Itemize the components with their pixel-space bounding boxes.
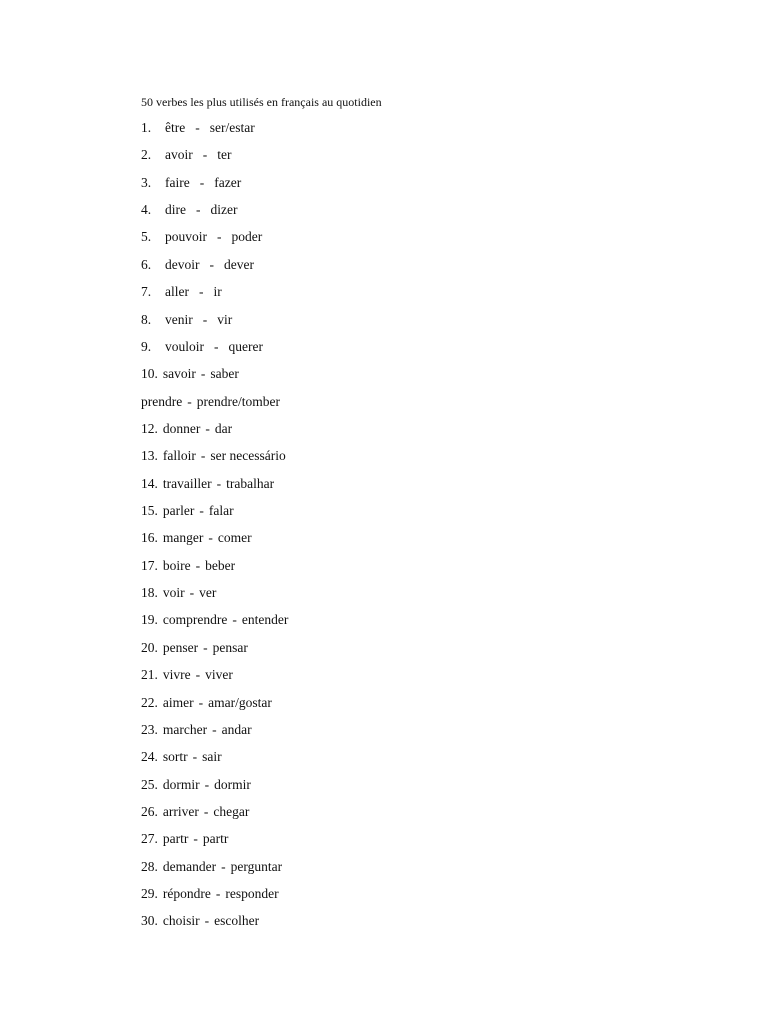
list-item <box>141 612 701 639</box>
translation: dizer <box>210 202 238 218</box>
translation: ser/estar <box>209 120 255 135</box>
separator-dash: - <box>195 557 201 573</box>
translation: viver <box>205 667 233 683</box>
separator-dash: - <box>195 120 200 135</box>
item-number: 23. <box>141 721 158 737</box>
french-verb: dormir <box>162 776 200 792</box>
list-item <box>141 120 701 147</box>
translation: trabalhar <box>226 475 275 491</box>
french-verb: demander <box>162 858 217 874</box>
translation: comer <box>217 530 252 546</box>
separator-dash: - <box>204 776 210 792</box>
separator-dash: - <box>198 284 204 300</box>
french-verb: falloir <box>162 448 196 464</box>
translation: dar <box>214 420 233 436</box>
item-number: 1. <box>141 120 152 135</box>
separator-dash: - <box>215 886 221 902</box>
separator-dash: - <box>204 913 210 929</box>
translation: querer <box>228 338 263 354</box>
item-number: 19. <box>141 612 158 628</box>
translation: beber <box>205 557 236 573</box>
separator-dash: - <box>192 749 198 765</box>
french-verb: venir <box>165 311 193 327</box>
item-number: 8. <box>141 311 152 327</box>
list-item <box>141 886 701 913</box>
translation: ser necessário <box>210 448 286 464</box>
list-item <box>141 530 701 557</box>
french-verb: voir <box>162 585 185 601</box>
separator-dash: - <box>198 694 204 710</box>
list-item <box>141 503 701 530</box>
item-number: 25. <box>141 776 158 792</box>
separator-dash: - <box>199 503 204 519</box>
french-verb: parler <box>162 503 195 519</box>
french-verb: pouvoir <box>165 229 207 245</box>
separator-dash: - <box>202 311 208 327</box>
list-item <box>141 749 701 776</box>
translation: ver <box>199 585 217 601</box>
separator-dash: - <box>203 639 208 655</box>
item-number: 27. <box>141 831 158 847</box>
item-number: 16. <box>141 530 158 546</box>
french-verb: vivre <box>162 667 191 683</box>
translation: falar <box>208 503 234 519</box>
list-item <box>141 284 701 311</box>
french-verb: travailler <box>162 475 212 491</box>
french-verb: aimer <box>162 694 194 710</box>
french-verb: faire <box>165 174 190 190</box>
translation: vir <box>217 311 233 327</box>
translation: responder <box>225 886 279 902</box>
separator-dash: - <box>221 858 226 874</box>
item-number: 5. <box>141 229 152 245</box>
item-number: 6. <box>141 256 152 272</box>
list-item <box>141 202 701 229</box>
translation: partr <box>202 831 229 847</box>
translation: perguntar <box>230 858 283 874</box>
item-number: 15. <box>141 503 158 519</box>
french-verb: aller <box>165 284 189 300</box>
french-verb: boire <box>162 557 191 573</box>
item-number: 9. <box>141 338 152 354</box>
separator-dash: - <box>232 612 237 628</box>
french-verb: sortr <box>162 749 188 765</box>
list-item <box>141 558 701 585</box>
item-number: 2. <box>141 147 152 163</box>
item-number: 12. <box>141 420 158 436</box>
list-item <box>141 640 701 667</box>
french-verb: marcher <box>162 721 208 737</box>
translation: amar/gostar <box>208 694 272 710</box>
item-number: 20. <box>141 639 158 655</box>
separator-dash: - <box>199 174 205 190</box>
french-verb: être <box>165 120 186 135</box>
item-number: 28. <box>141 858 158 874</box>
list-item <box>141 722 701 749</box>
translation: andar <box>221 721 252 737</box>
french-verb: choisir <box>162 913 200 929</box>
item-number: 21. <box>141 667 158 683</box>
french-verb: dire <box>165 202 186 218</box>
item-number: 24. <box>141 749 158 765</box>
separator-dash: - <box>189 585 195 601</box>
translation: ir <box>213 284 222 300</box>
list-item <box>141 229 701 256</box>
separator-dash: - <box>195 667 201 683</box>
french-verb: donner <box>162 420 201 436</box>
list-item <box>141 339 701 366</box>
list-item <box>141 394 701 421</box>
french-verb: manger <box>162 530 204 546</box>
translation: pensar <box>212 639 248 655</box>
item-number: 17. <box>141 557 158 573</box>
translation: dever <box>224 256 254 272</box>
translation: entender <box>241 612 289 628</box>
separator-dash: - <box>202 147 208 163</box>
list-item <box>141 859 701 886</box>
translation: dormir <box>214 776 251 792</box>
separator-dash: - <box>205 420 210 436</box>
separator-dash: - <box>203 803 209 819</box>
list-item <box>141 913 701 940</box>
list-item <box>141 804 701 831</box>
separator-dash: - <box>208 530 213 546</box>
item-number: 7. <box>141 284 152 300</box>
list-item <box>141 312 701 339</box>
separator-dash: - <box>200 366 206 382</box>
translation: saber <box>210 366 239 382</box>
item-number: 13. <box>141 448 158 464</box>
french-verb: partr <box>162 831 189 847</box>
list-item <box>141 695 701 722</box>
translation: sair <box>202 749 222 765</box>
list-item <box>141 257 701 284</box>
french-verb: avoir <box>165 147 193 163</box>
translation: chegar <box>213 803 250 819</box>
list-item <box>141 147 701 174</box>
list-item <box>141 777 701 804</box>
translation: prendre/tomber <box>196 393 280 409</box>
french-verb: vouloir <box>165 338 204 354</box>
item-number: 18. <box>141 585 158 601</box>
translation: poder <box>231 229 263 245</box>
separator-dash: - <box>200 448 206 464</box>
item-number: 22. <box>141 694 158 710</box>
list-item <box>141 585 701 612</box>
list-item <box>141 421 701 448</box>
separator-dash: - <box>216 475 222 491</box>
french-verb: arriver <box>162 803 199 819</box>
list-item <box>141 476 701 503</box>
french-verb: répondre <box>162 886 211 902</box>
list-item <box>141 175 701 202</box>
verb-list <box>141 120 701 941</box>
document-page <box>141 94 701 941</box>
list-item <box>141 448 701 475</box>
item-number: 29. <box>141 886 158 902</box>
list-item <box>141 366 701 393</box>
document-title: 50 verbes les plus utilisés en français au quotidien <box>141 95 382 109</box>
separator-dash: - <box>193 831 198 847</box>
separator-dash: - <box>214 338 219 354</box>
translation: escolher <box>214 913 260 929</box>
item-number: 30. <box>141 913 158 929</box>
item-number: 4. <box>141 202 152 218</box>
french-verb: penser <box>162 639 199 655</box>
french-verb: prendre <box>141 393 183 409</box>
item-number: 3. <box>141 174 152 190</box>
item-number: 14. <box>141 475 158 491</box>
item-number: 10. <box>141 366 158 382</box>
separator-dash: - <box>209 256 214 272</box>
separator-dash: - <box>217 229 222 245</box>
french-verb: devoir <box>165 256 200 272</box>
french-verb: comprendre <box>162 612 228 628</box>
separator-dash: - <box>196 202 201 218</box>
translation: fazer <box>214 174 242 190</box>
separator-dash: - <box>212 721 217 737</box>
separator-dash: - <box>187 393 192 409</box>
translation: ter <box>217 147 232 163</box>
item-number: 26. <box>141 803 158 819</box>
list-item <box>141 667 701 694</box>
french-verb: savoir <box>162 366 196 382</box>
list-item <box>141 831 701 858</box>
